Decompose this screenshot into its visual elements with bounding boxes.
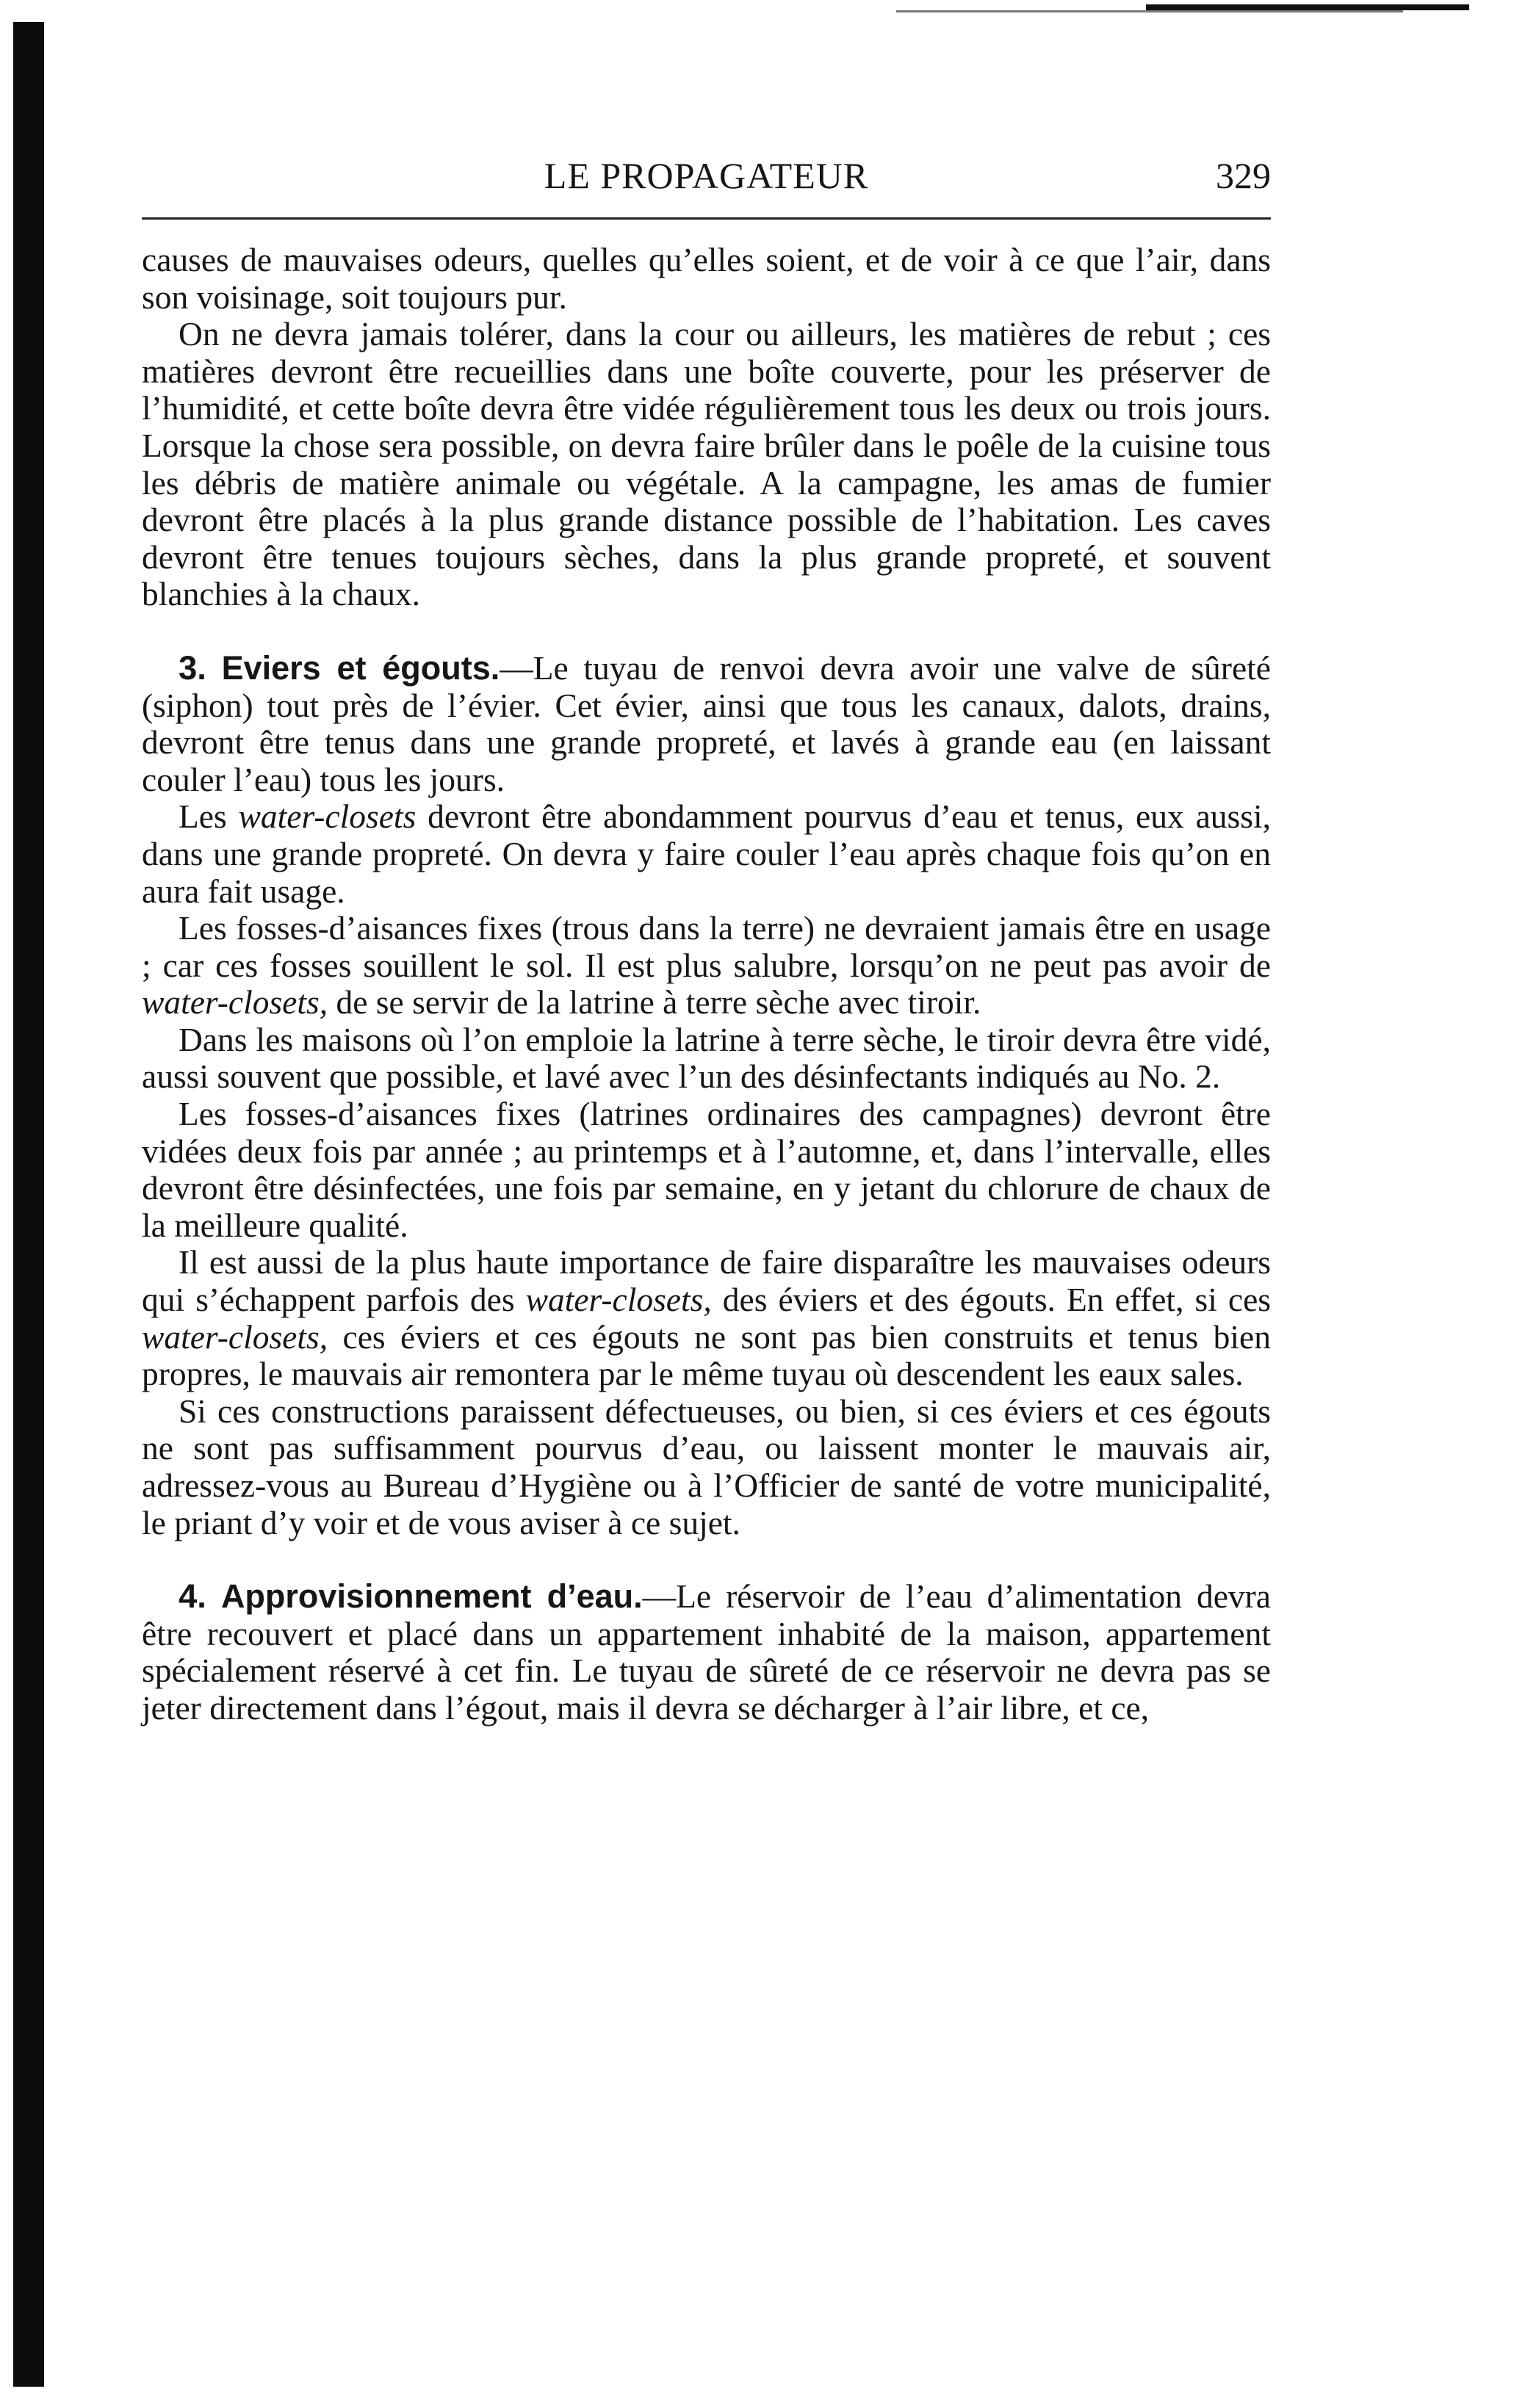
- scan-top-rule-thin: [896, 10, 1403, 12]
- section-3-heading: Eviers et égouts.: [221, 648, 500, 687]
- paragraph: causes de mauvaises odeurs, quelles qu’elles soient, et de voir à ce que l’air, dans son voisinage, soit toujours pur.: [142, 241, 1271, 316]
- section-4-heading: Approvisionnement d’eau.: [220, 1577, 643, 1616]
- paragraph: Les fosses-d’aisances fixes (latrines ordinaires des campagnes) devront être vidées deux fois par année ; au printemps et à l’automne, et, dans l’intervalle, elles devront être désinfectées, une fois par semaine, en y jetant du chlorure de chaux de la meilleure qualité.: [142, 1095, 1271, 1244]
- text-run: des éviers et des égouts. En effet, si ces: [711, 1281, 1271, 1319]
- paragraph: [142, 1244, 1271, 1392]
- paragraph: [142, 910, 1271, 1022]
- text-run: devront être abondamment pourvus d’eau et tenus, eux aussi, dans une grande propreté. On devra y faire couler l’eau après chaque fois qu’on en aura fait usage.: [142, 798, 1271, 910]
- section-4-number: 4.: [179, 1577, 206, 1616]
- page: [142, 147, 1271, 1727]
- italic-term: water-closets: [238, 798, 417, 836]
- paragraph: On ne devra jamais tolérer, dans la cour ou ailleurs, les matières de rebut ; ces matières devront être recueillies dans une boîte couverte, pour les préserver de l’humidité, et cette boîte devra être vidée régulièrement tous les deux ou trois jours. Lorsque la chose sera possible, on devra faire brûler dans le poêle de la cuisine tous les débris de matière animale ou végétale. A la campagne, les amas de fumier devront être placés à la plus grande distance possible de l’habitation. Les caves devront être tenues toujours sèches, dans la plus grande propreté, et souvent blanchies à la chaux.: [142, 315, 1271, 613]
- section-4-intro-text: —Le réservoir de l’eau d’alimentation devra être recouvert et placé dans un appartement inhabité de la maison, appartement spécialement réservé à cet fin. Le tuyau de sûreté de ce réservoir ne devra pas se jeter directement dans l’égout, mais il devra se décharger à l’air libre, et ce,: [142, 1577, 1271, 1727]
- text-run: ces éviers et ces égouts ne sont pas bien construits et tenus bien propres, le mauvais air remontera par le même tuyau où descendent les eaux sales.: [142, 1317, 1271, 1393]
- scan-top-rule: [1146, 4, 1469, 10]
- paragraph: [142, 798, 1271, 910]
- header-title: LE PROPAGATEUR: [544, 155, 869, 196]
- section-3-intro-text: —Le tuyau de renvoi devra avoir une valve de sûreté (siphon) tout près de l’évier. Cet évier, ainsi que tous les canaux, dalots, drains, devront être tenus dans une grande propreté, et lavés à grande eau (en laissant couler l’eau) tous les jours.: [142, 648, 1271, 798]
- text-run: de se servir de la latrine à terre sèche avec tiroir.: [328, 983, 981, 1022]
- body-text: [142, 242, 1271, 1727]
- book-binding-edge: [13, 22, 44, 2387]
- text-run: Les: [179, 798, 239, 836]
- paragraph: Si ces constructions paraissent défectueuses, ou bien, si ces éviers et ces égouts ne sont pas suffisamment pourvus d’eau, ou laissent monter le mauvais air, adressez-vous au Bureau d’Hygiène ou à l’Officier de santé de votre municipalité, le priant d’y voir et de vous aviser à ce sujet.: [142, 1392, 1271, 1541]
- text-run: Les fosses-d’aisances fixes (trous dans la terre) ne devraient jamais être en usage ; car ces fosses souillent le sol. Il est plus salubre, lorsqu’on ne peut pas avoir de: [142, 909, 1271, 984]
- paragraph: Dans les maisons où l’on emploie la latrine à terre sèche, le tiroir devra être vidé, aussi souvent que possible, et lavé avec l’un des désinfectants indiqués au No. 2.: [142, 1020, 1271, 1096]
- section-3-intro: [142, 650, 1271, 798]
- section-4-intro: [142, 1578, 1271, 1727]
- section-3-number: 3.: [179, 648, 206, 687]
- text-run: Il est aussi de la plus haute importance de faire disparaître les mauvaises odeurs qui s’échappent parfois des: [142, 1243, 1271, 1319]
- page-number: 329: [1216, 155, 1271, 196]
- italic-term: water-closets,: [142, 1317, 328, 1356]
- header-rule: [142, 217, 1271, 220]
- running-header: [142, 147, 1271, 198]
- italic-term: water-closets,: [525, 1281, 712, 1319]
- italic-term: water-closets,: [142, 983, 328, 1022]
